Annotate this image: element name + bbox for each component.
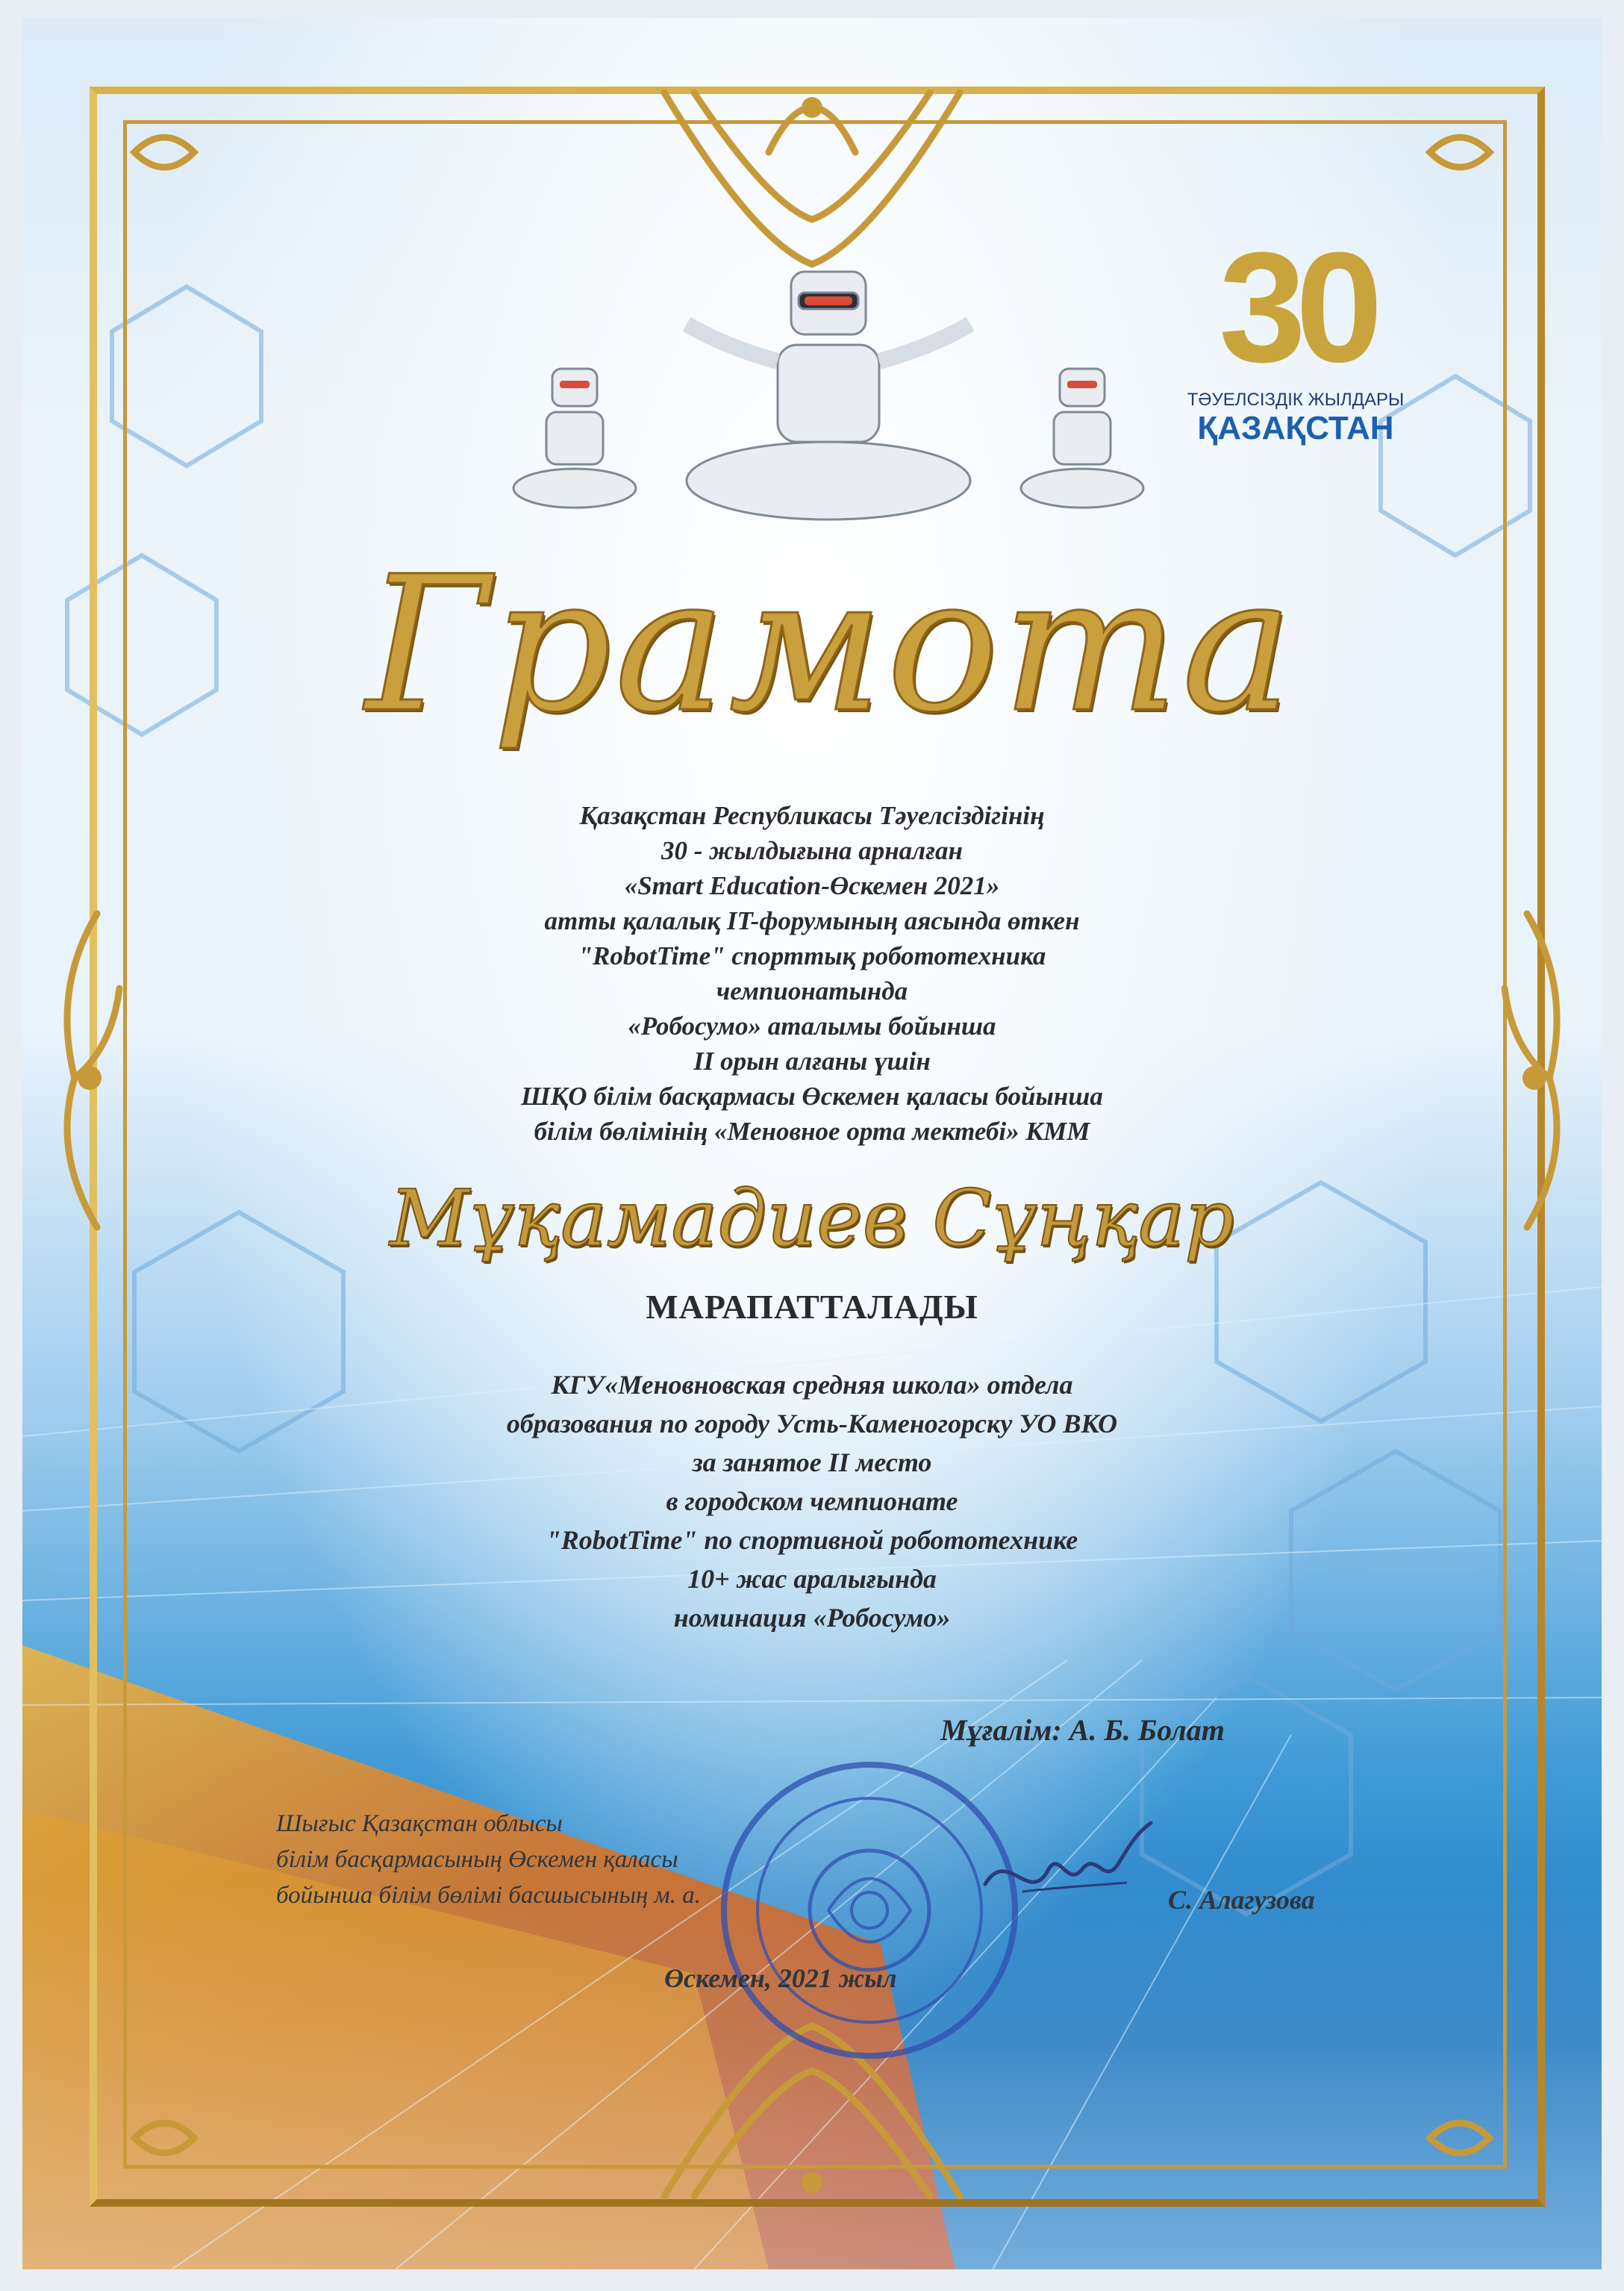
signatory-title [276,1806,701,1913]
kazakh-line: ШҚО білім басқармасы Өскемен қаласы бойынша [521,1082,1103,1111]
russian-line: образования по городу Усть-Каменогорску УО ВКО [506,1409,1118,1439]
russian-line: в городском чемпионате [666,1486,958,1516]
russian-line: КГУ«Меновновская средняя школа» отдела [551,1370,1073,1400]
russian-line: за занятое II место [692,1447,932,1477]
kazakh-line: «Робосумо» аталымы бойынша [628,1012,996,1041]
awarded-label: МАРАПАТТАЛАДЫ [646,1288,978,1326]
place-date: Өскемен, 2021 жыл [664,1963,897,1993]
kazakh-line: "RobotTime" спорттық робототехника [578,941,1046,970]
logo-number: 30 [1219,219,1372,395]
kazakh-line: Қазақстан Республикасы Тәуелсіздігінің [579,801,1045,830]
kazakh-line: атты қалалық IT-форумының аясында өткен [544,906,1080,935]
logo-subtitle: ТӘУЕЛСІЗДІК ЖЫЛДАРЫ [1187,390,1405,410]
signatory-name: С. Алагузова [1168,1885,1315,1915]
logo-country: ҚАЗАҚСТАН [1197,410,1394,446]
kazakh-line: чемпионатында [716,976,908,1006]
kazakh-text-block [336,798,1288,1149]
awardee-name: Мұқамадиев Сұңқар [390,1173,1234,1264]
kazakh-line: 30 - жылдығына арналған [660,836,963,865]
signatory-line: Шығыс Қазақстан облысы [276,1810,563,1837]
russian-text-block [336,1365,1288,1637]
russian-line: "RobotTime" по спортивной робототехнике [546,1525,1078,1555]
official-stamp [716,1757,1022,2063]
kazakh-line: білім бөлімінің «Меновное орта мектебі» КММ [534,1117,1090,1146]
handwritten-signature [978,1817,1157,1914]
teacher-line: Мұғалім: А. Б. Болат [940,1713,1225,1747]
certificate [22,18,1602,2269]
signatory-line: бойынша білім бөлімі басшысының м. а. [276,1882,701,1909]
russian-line: 10+ жас аралығында [687,1564,937,1594]
robots-illustration [500,257,1157,548]
signatory-line: білім басқармасының Өскемен қаласы [276,1846,678,1873]
kazakh-line: «Smart Education-Өскемен 2021» [624,871,1000,900]
kazakh-line: II орын алғаны үшін [693,1047,931,1076]
certificate-title: Грамота [366,536,1296,753]
independence-30-logo [1184,219,1408,457]
russian-line: номинация «Робосумо» [673,1603,951,1633]
